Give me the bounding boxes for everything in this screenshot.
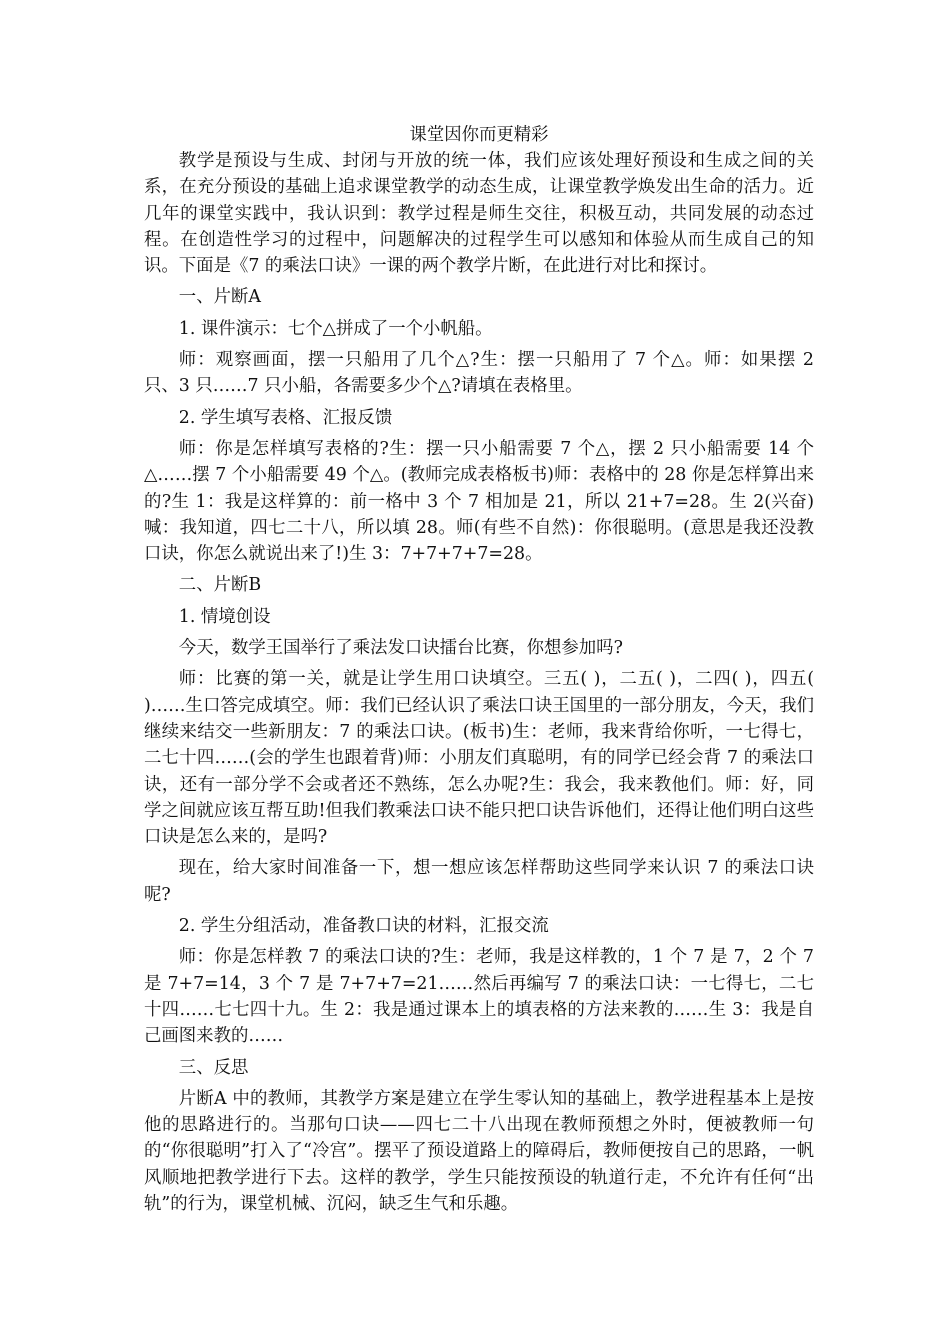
a-step-2: 2. 学生填写表格、汇报反馈	[178, 407, 393, 428]
document-title: 课堂因你而更精彩	[409, 125, 549, 145]
reflection-paragraph: 片断A 中的教师，其教学方案是建立在学生零认知的基础上，教学进程基本上是按他的思路进行的。当那句口诀——四七二十八出现在教师预想之外时，便被教师一句的“你很聪明”打入了“冷宫”。摆平了预设道路上的障碍后，教师便按自己的思路，一帆风顺地把教学进行下去。这样的教学，学生只能按预设的轨道行走，不允许有任何“出轨”的行为，课堂机械、沉闷，缺乏生气和乐趣。	[144, 1088, 814, 1214]
b-prompt: 现在，给大家时间准备一下，想一想应该怎样帮助这些同学来认识 7 的乘法口诀呢?	[144, 858, 814, 905]
b-step-1: 1. 情境创设	[178, 606, 271, 627]
a-step-1: 1. 课件演示：七个△拼成了一个小帆船。	[178, 318, 493, 339]
a-dialogue-1: 师：观察画面，摆一只船用了几个△?生：摆一只船用了 7 个△。师：如果摆 2 只、3 只……7 只小船，各需要多少个△?请填在表格里。	[144, 350, 814, 397]
b-step-2: 2. 学生分组活动，准备教口诀的材料，汇报交流	[178, 916, 549, 937]
b-dialogue-2: 师：你是怎样教 7 的乘法口诀的?生：老师，我是这样教的，1 个 7 是 7，2 个 7 是 7+7=14，3 个 7 是 7+7+7=21……然后再编写 7 的乘法口诀：一七得七，二七十四……七七四十九。生 2：我是通过课本上的填表格的方法来教的……生 3：我是自己画图来教的……	[144, 947, 814, 1047]
b-dialogue-1: 师：比赛的第一关，就是让学生用口诀填空。三五( )，二五( )，二四( )，四五( )……生口答完成填空。师：我们已经认识了乘法口诀王国里的一部分朋友，今天，我们继续来结交一些新朋友：7 的乘法口诀。(板书)生：老师，我来背给你听，一七得七，二七十四……(会的学生也跟着背)师：小朋友们真聪明，有的同学已经会背 7 的乘法口诀，还有一部分学不会或者还不熟练，怎么办呢?生：我会，我来教他们。师：好，同学之间就应该互帮互助!但我们教乘法口诀不能只把口诀告诉他们，还得让他们明白这些口诀是怎么来的，是吗?	[144, 669, 814, 848]
section-heading-a: 一、片断A	[178, 287, 261, 308]
intro-paragraph: 教学是预设与生成、封闭与开放的统一体，我们应该处理好预设和生成之间的关系，在充分预设的基础上追求课堂教学的动态生成，让课堂教学焕发出生命的活力。近几年的课堂实践中，我认识到：教学过程是师生交往，积极互动，共同发展的动态过程。在创造性学习的过程中，问题解决的过程学生可以感知和体验从而生成自己的知识。下面是《7 的乘法口诀》一课的两个教学片断，在此进行对比和探讨。	[144, 151, 814, 277]
b-intro: 今天，数学王国举行了乘法发口诀擂台比赛，你想参加吗?	[178, 638, 623, 659]
document-page	[144, 122, 814, 1222]
section-heading-b: 二、片断B	[178, 575, 262, 596]
a-dialogue-2: 师：你是怎样填写表格的?生：摆一只小船需要 7 个△，摆 2 只小船需要 14 个△……摆 7 个小船需要 49 个△。(教师完成表格板书)师：表格中的 28 你是怎样算出来的?生 1：我是这样算的：前一格中 3 个 7 相加是 21，所以 21+7=28。生 2(兴奋)喊：我知道，四七二十八，所以填 28。师(有些不自然)：你很聪明。(意思是我还没教口诀，你怎么就说出来了!)生 3：7+7+7+7=28。	[144, 438, 814, 565]
section-heading-reflection: 三、反思	[178, 1057, 249, 1078]
